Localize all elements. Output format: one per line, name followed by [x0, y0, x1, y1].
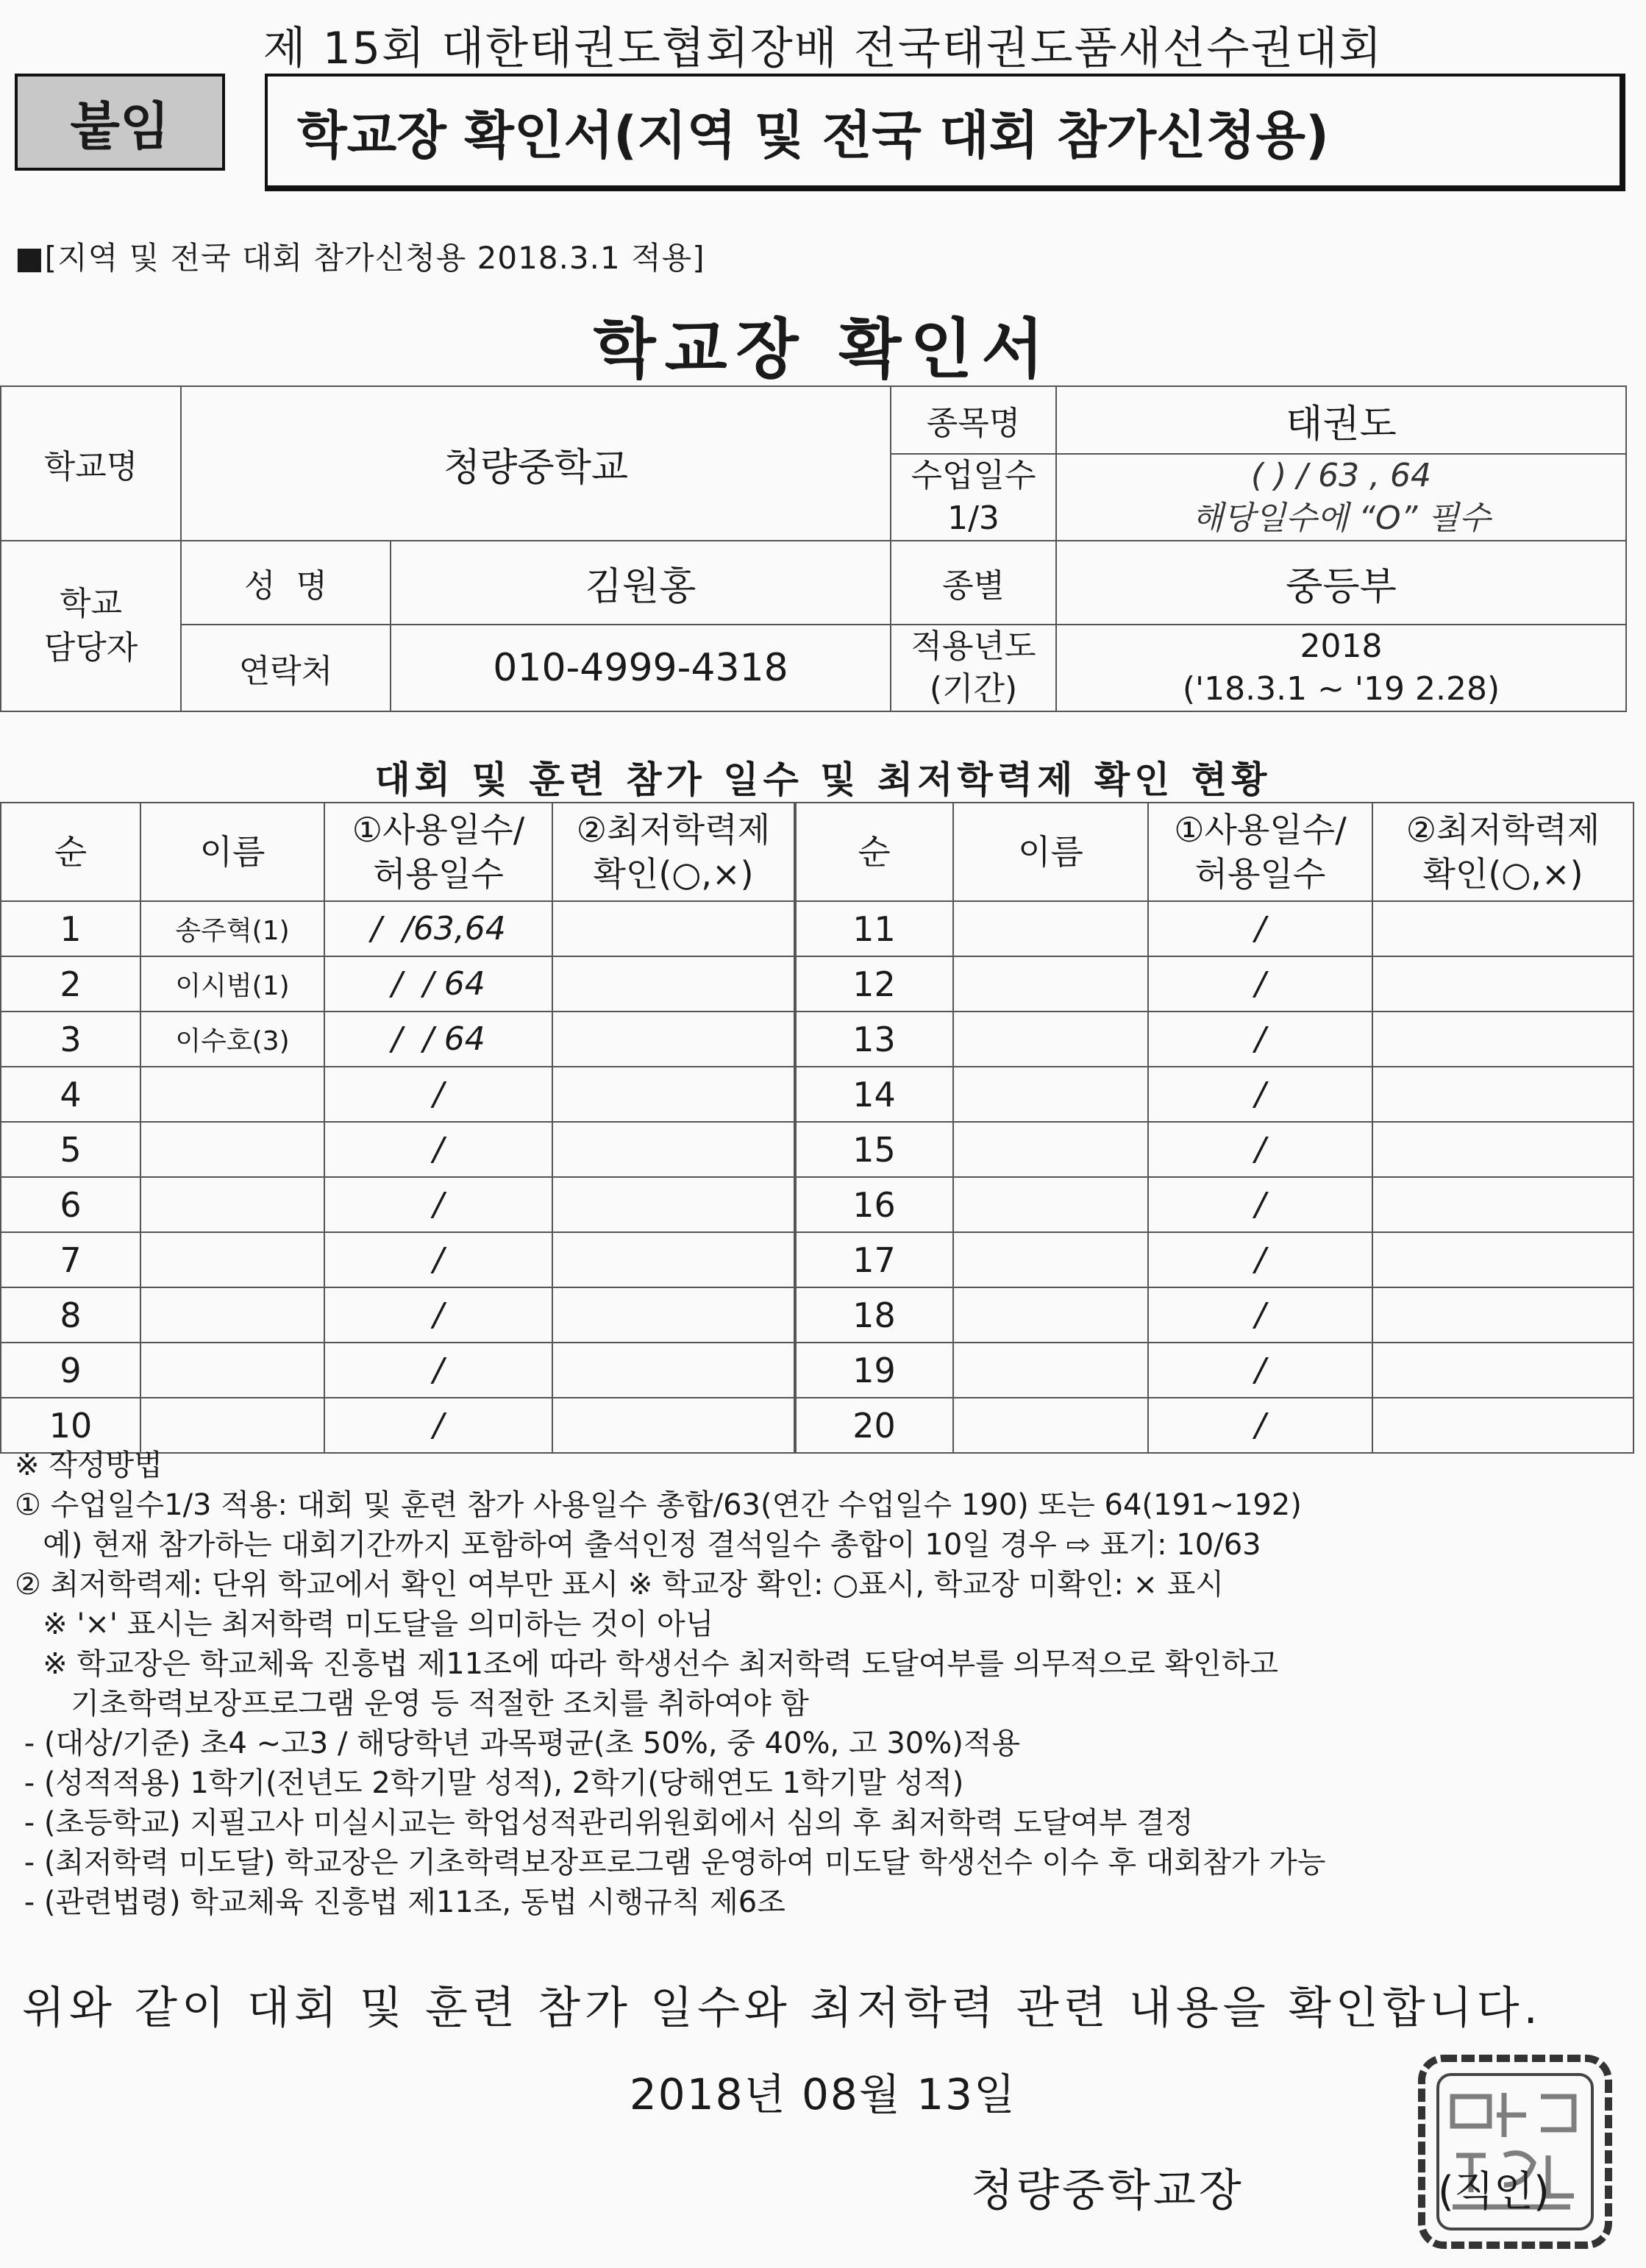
roster-name [140, 1177, 324, 1232]
roster-name [953, 1398, 1148, 1453]
attach-badge: 붙임 [15, 74, 225, 171]
manager-label [1, 541, 181, 711]
class-days-label-main: 수업일수 [911, 457, 1036, 494]
roster-no: 11 [795, 901, 953, 956]
roster-check [1372, 1067, 1633, 1122]
seal-label: (직인) [1438, 2168, 1550, 2216]
roster-check [1372, 1398, 1633, 1453]
roster-body [1, 901, 1633, 1453]
year-label-main: 적용년도 [911, 628, 1036, 665]
roster-days: / [1148, 1343, 1372, 1398]
school-info-table [0, 385, 1627, 712]
division-value: 중등부 [1056, 541, 1626, 625]
roster-no: 1 [1, 901, 140, 956]
instructions-title: ※ 작성방법 [15, 1448, 163, 1482]
instruction-line: ② 최저학력제: 단위 학교에서 확인 여부만 표시 ※ 학교장 확인: ○표시, 학교장 미확인: × 표시 [15, 1568, 1225, 1602]
roster-check [1372, 1012, 1633, 1067]
roster-check [552, 901, 795, 956]
roster-days: / [1148, 1012, 1372, 1067]
roster-no: 9 [1, 1343, 140, 1398]
sport-label: 종목명 [891, 386, 1056, 454]
roster-check [552, 956, 795, 1012]
header-days-line1: ①사용일수/ [1174, 810, 1347, 850]
header-days-line2: 허용일수 [1194, 854, 1326, 894]
manager-label-line1: 학교 [59, 585, 122, 622]
year-value-main: 2018 [1300, 628, 1383, 665]
roster-no: 6 [1, 1177, 140, 1232]
roster-check [1372, 1287, 1633, 1343]
instruction-line: - (성적적용) 1학기(전년도 2학기말 성적), 2학기(당해연도 1학기말 성적) [15, 1766, 964, 1800]
roster-name: 이시범(1) [140, 956, 324, 1012]
roster-check [1372, 1122, 1633, 1177]
roster-days: / [324, 1177, 552, 1232]
roster-name: 이수호(3) [140, 1012, 324, 1067]
roster-name [140, 1343, 324, 1398]
roster-row [1, 1177, 1633, 1232]
year-label [891, 625, 1056, 711]
roster-check [552, 1122, 795, 1177]
principal-signature: 청량중학교장 [971, 2165, 1244, 2217]
roster-no: 20 [795, 1398, 953, 1453]
roster-row [1, 1012, 1633, 1067]
roster-no: 12 [795, 956, 953, 1012]
roster-check [1372, 1343, 1633, 1398]
roster-row [1, 1067, 1633, 1122]
header-check-line2: 확인(○,×) [1422, 854, 1583, 894]
class-days-label [891, 454, 1056, 541]
roster-row [1, 1287, 1633, 1343]
roster-header-row [1, 803, 1633, 901]
roster-no: 13 [795, 1012, 953, 1067]
contact-value: 010-4999-4318 [391, 625, 891, 711]
confirmation-statement: 위와 같이 대회 및 훈련 참가 일수와 최저학력 관련 내용을 확인합니다. [22, 1983, 1542, 2034]
header-name-right: 이름 [953, 803, 1148, 901]
official-seal-icon [1416, 2052, 1614, 2251]
roster-no: 3 [1, 1012, 140, 1067]
instruction-line: ※ '×' 표시는 최저학력 미도달을 의미하는 것이 아님 [15, 1607, 714, 1641]
roster-name [140, 1398, 324, 1453]
roster-name [953, 1012, 1148, 1067]
instruction-line: 예) 현재 참가하는 대회기간까지 포함하여 출석인정 결석일수 총합이 10일 경우 ⇨ 표기: 10/63 [15, 1528, 1261, 1562]
roster-check [552, 1287, 795, 1343]
header-days-line1: ①사용일수/ [352, 810, 525, 850]
roster-no: 19 [795, 1343, 953, 1398]
instruction-line: - (대상/기준) 초4 ~고3 / 해당학년 과목평균(초 50%, 중 40%, 고 30%)적용 [15, 1727, 1021, 1760]
roster-no: 2 [1, 956, 140, 1012]
roster-name [140, 1067, 324, 1122]
form-title: 학교장 확인서(지역 및 전국 대회 참가신청용) [265, 74, 1625, 191]
roster-days: / [324, 1287, 552, 1343]
instruction-line: ※ 학교장은 학교체육 진흥법 제11조에 따라 학생선수 최저학력 도달여부를 의무적으로 확인하고 [15, 1647, 1279, 1681]
roster-row [1, 1232, 1633, 1287]
roster-row [1, 956, 1633, 1012]
instruction-line: ① 수업일수1/3 적용: 대회 및 훈련 참가 사용일수 총합/63(연간 수업일수 190) 또는 64(191~192) [15, 1488, 1302, 1522]
sport-value: 태권도 [1056, 386, 1626, 454]
roster-check [1372, 1232, 1633, 1287]
roster-name [953, 1067, 1148, 1122]
roster-days: / / 64 [324, 1012, 552, 1067]
roster-name [953, 1177, 1148, 1232]
roster-check [1372, 956, 1633, 1012]
roster-name [953, 1232, 1148, 1287]
header-no-right: 순 [795, 803, 953, 901]
class-days-value [1056, 454, 1626, 541]
participation-roster-table [0, 802, 1634, 1454]
roster-row [1, 1343, 1633, 1398]
roster-row [1, 901, 1633, 956]
header-check-left [552, 803, 795, 901]
header-check-line1: ②최저학력제 [1405, 810, 1600, 850]
roster-days: / / 64 [324, 956, 552, 1012]
roster-days: / [1148, 901, 1372, 956]
roster-check [1372, 1177, 1633, 1232]
school-name-label: 학교명 [1, 386, 181, 541]
manager-label-line2: 담당자 [43, 629, 138, 666]
event-title: 제 15회 대한태권도협회장배 전국태권도품새선수권대회 [263, 23, 1383, 74]
header-check-line2: 확인(○,×) [593, 854, 754, 894]
year-value [1056, 625, 1626, 711]
roster-no: 4 [1, 1067, 140, 1122]
roster-name [953, 1287, 1148, 1343]
roster-name [953, 901, 1148, 956]
roster-days: / [324, 1067, 552, 1122]
roster-name [140, 1232, 324, 1287]
roster-days: / [324, 1122, 552, 1177]
school-name-value: 청량중학교 [181, 386, 891, 541]
roster-days: / [324, 1232, 552, 1287]
roster-no: 16 [795, 1177, 953, 1232]
header-check-right [1372, 803, 1633, 901]
roster-no: 7 [1, 1232, 140, 1287]
status-heading: 대회 및 훈련 참가 일수 및 최저학력제 확인 현황 [374, 758, 1272, 801]
header-days-right [1148, 803, 1372, 901]
division-label: 종별 [891, 541, 1056, 625]
roster-days: / [324, 1398, 552, 1453]
instruction-line: 기초학력보장프로그램 운영 등 적절한 조치를 취하여야 함 [15, 1687, 809, 1721]
roster-check [552, 1343, 795, 1398]
class-days-label-fraction: 1/3 [947, 500, 1000, 537]
roster-no: 8 [1, 1287, 140, 1343]
roster-no: 15 [795, 1122, 953, 1177]
roster-check [552, 1012, 795, 1067]
roster-days: / [1148, 1177, 1372, 1232]
roster-check [552, 1067, 795, 1122]
class-days-value-main: ( ) / 63 , 64 [1250, 457, 1432, 494]
instructions-lines [15, 1485, 1633, 1922]
instruction-line: - (관련법령) 학교체육 진흥법 제11조, 동법 시행규칙 제6조 [15, 1885, 785, 1919]
roster-name [140, 1287, 324, 1343]
roster-no: 10 [1, 1398, 140, 1453]
form-note: ■[지역 및 전국 대회 참가신청용 2018.3.1 적용] [15, 240, 705, 276]
document-title: 학교장 확인서 [593, 311, 1053, 387]
roster-days: / /63,64 [324, 901, 552, 956]
contact-label: 연락처 [181, 625, 391, 711]
roster-check [552, 1398, 795, 1453]
roster-name [953, 1122, 1148, 1177]
roster-name [140, 1122, 324, 1177]
roster-days: / [1148, 1398, 1372, 1453]
roster-check [1372, 901, 1633, 956]
roster-days: / [1148, 1067, 1372, 1122]
roster-no: 14 [795, 1067, 953, 1122]
year-label-period: (기간) [929, 670, 1018, 708]
document-date: 2018년 08월 13일 [629, 2069, 1017, 2119]
roster-name [953, 1343, 1148, 1398]
year-value-period: ('18.3.1 ~ '19 2.28) [1182, 670, 1500, 708]
header-days-left [324, 803, 552, 901]
roster-check [552, 1232, 795, 1287]
instruction-line: - (초등학교) 지필고사 미실시교는 학업성적관리위원회에서 심의 후 최저학력 도달여부 결정 [15, 1806, 1194, 1840]
roster-no: 18 [795, 1287, 953, 1343]
header-days-line2: 허용일수 [373, 854, 504, 894]
header-no-left: 순 [1, 803, 140, 901]
roster-days: / [1148, 1122, 1372, 1177]
instructions [15, 1446, 1633, 1922]
roster-days: / [1148, 1232, 1372, 1287]
roster-name [953, 956, 1148, 1012]
roster-no: 17 [795, 1232, 953, 1287]
roster-days: / [1148, 1287, 1372, 1343]
instruction-line: - (최저학력 미도달) 학교장은 기초학력보장프로그램 운영하여 미도달 학생선수 이수 후 대회참가 가능 [15, 1846, 1326, 1880]
name-label: 성 명 [181, 541, 391, 625]
manager-name-value: 김원홍 [391, 541, 891, 625]
roster-days: / [324, 1343, 552, 1398]
roster-days: / [1148, 956, 1372, 1012]
roster-check [552, 1177, 795, 1232]
roster-name: 송주혁(1) [140, 901, 324, 956]
roster-row [1, 1398, 1633, 1453]
roster-no: 5 [1, 1122, 140, 1177]
roster-row [1, 1122, 1633, 1177]
header-name-left: 이름 [140, 803, 324, 901]
class-days-value-note: 해당일수에 “O” 필수 [1191, 500, 1491, 537]
header-check-line1: ②최저학력제 [576, 810, 771, 850]
